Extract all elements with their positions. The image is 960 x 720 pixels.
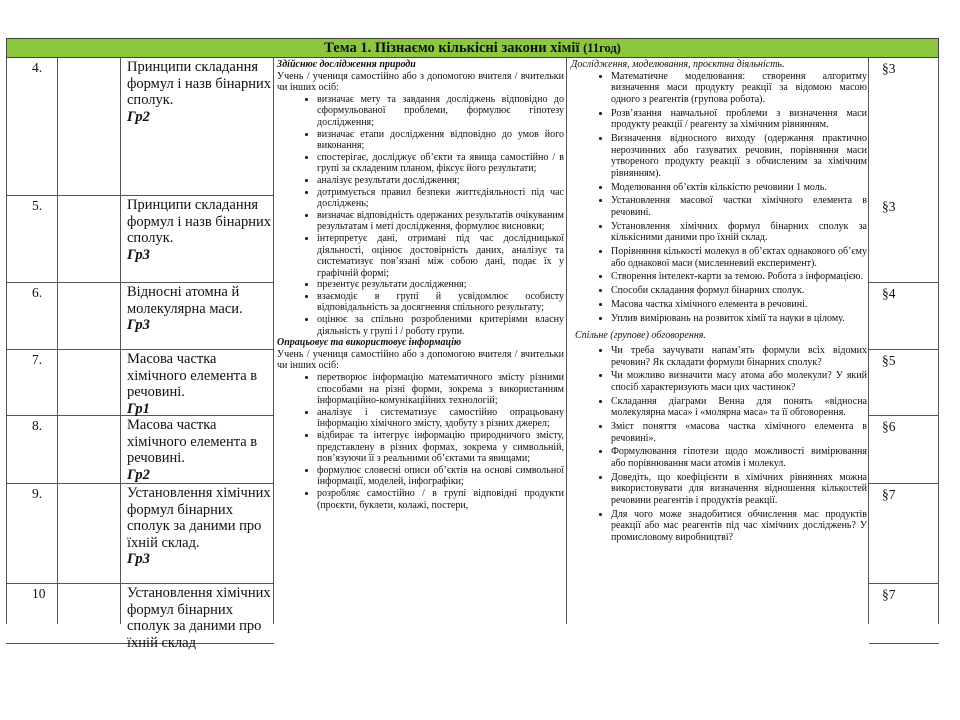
list-item: • визначає етапи дослідження відповідно до умов його виконання; bbox=[317, 129, 564, 152]
research-heading: Здійснює дослідження природи bbox=[277, 59, 416, 70]
activities-cell bbox=[571, 59, 867, 546]
list-item: • Створення інтелект-карти за темою. Робота з інформацією. bbox=[611, 271, 867, 283]
lesson-group: Гр1 bbox=[127, 400, 150, 417]
list-item: • дотримується правил безпеки життєдіяльності під час досліджень; bbox=[317, 187, 564, 210]
lesson-number: 7. bbox=[32, 352, 43, 367]
list-item: • визначає мету та завдання досліджень відповідно до сформульованої проблеми, формулює гіпотезу дослідження; bbox=[317, 94, 564, 129]
paragraph-ref: §6 bbox=[882, 419, 896, 434]
list-item: • Формулювання гіпотези щодо можливості вимірювання або порівнювання маси атомів і молекул. bbox=[611, 446, 867, 469]
topic-banner bbox=[6, 38, 939, 58]
expected-results-cell bbox=[277, 59, 564, 511]
list-item: • оцінює за спільно розробленими критеріями власну діяльність у групі і / роботу групи. bbox=[317, 314, 564, 337]
list-item: • перетворює інформацію математичного змісту різними способами на різні форми, зокрема з використанням інформаційно-комунікаційних технологій; bbox=[317, 372, 564, 407]
lesson-number: 6. bbox=[32, 285, 43, 300]
topic-hours: (11год) bbox=[583, 41, 621, 55]
lesson-row bbox=[6, 196, 274, 283]
list-item: • Масова частка хімічного елемента в речовині. bbox=[611, 299, 867, 311]
paragraph-cell bbox=[869, 484, 939, 584]
list-item: • аналізує результати дослідження; bbox=[317, 175, 564, 187]
lesson-number: 10 bbox=[32, 586, 46, 601]
lesson-topic-text: Масова частка хімічного елемента в речовині. bbox=[127, 351, 258, 400]
lesson-group: Гр2 bbox=[127, 108, 150, 125]
lesson-group: Гр3 bbox=[127, 551, 150, 567]
list-item: • Розв’язання навчальної проблеми з визначення маси продукту реакції / реагенту за хімічним рівнянням. bbox=[611, 108, 867, 131]
list-item: • формулює словесні описи об’єктів на основі символьної інформації, моделей, інфографіки; bbox=[317, 465, 564, 488]
lesson-topic-text: Принципи складання формул і назв бінарних сполук. bbox=[127, 59, 271, 108]
list-item: • Способи складання формул бінарних сполук. bbox=[611, 285, 867, 297]
list-item: • визначає відповідність одержаних результатів очікуваним результатам і меті дослідження, формулює висновки; bbox=[317, 210, 564, 233]
lesson-topic bbox=[127, 351, 272, 417]
research-intro: Учень / учениця самостійно або з допомогою вчителя / вчительки чи інших осіб: bbox=[277, 70, 564, 94]
discussion-list bbox=[571, 345, 867, 544]
list-item: • Складання діаграми Венна для понять «відносна молекулярна маса» і «молярна маса» та її обговорення. bbox=[611, 396, 867, 419]
lesson-topic-text: Установлення хімічних формул бінарних сполук за даними про їхній склад bbox=[127, 585, 271, 651]
lesson-number: 4. bbox=[32, 60, 43, 75]
list-item: • Порівняння кількості молекул в об’єктах однакового об’єму або однакової маси (мисленневий експеримент). bbox=[611, 246, 867, 269]
discussion-heading: Спільне (групове) обговорення. bbox=[575, 330, 706, 342]
lesson-topic bbox=[127, 485, 272, 568]
paragraph-ref: §7 bbox=[882, 487, 896, 502]
lesson-number: 8. bbox=[32, 418, 43, 433]
lesson-group: Гр2 bbox=[127, 466, 150, 483]
lesson-row bbox=[6, 484, 274, 584]
paragraph-cell bbox=[869, 350, 939, 416]
methods-list bbox=[571, 71, 867, 325]
list-item: • Чи можливо визначити масу атома або молекули? У який спосіб характеризують маси цих частинок? bbox=[611, 370, 867, 393]
lesson-topic bbox=[127, 59, 272, 125]
paragraph-ref: §3 bbox=[882, 199, 896, 214]
paragraph-ref: §4 bbox=[882, 286, 896, 301]
list-item: • Моделювання об’єктів кількістю речовини 1 моль. bbox=[611, 182, 867, 194]
list-item: • розробляє самостійно / в групі відповідні продукти (проєкти, буклети, колажі, постери, bbox=[317, 488, 564, 511]
paragraph-ref: §5 bbox=[882, 353, 896, 368]
paragraph-ref: §7 bbox=[882, 587, 896, 602]
methods-heading: Дослідження, моделювання, проєктна діяльність. bbox=[571, 59, 785, 70]
lesson-topic-text: Масова частка хімічного елемента в речовині. bbox=[127, 417, 258, 466]
lesson-group: Гр3 bbox=[127, 246, 150, 263]
lesson-topic bbox=[127, 417, 272, 483]
list-item: • Зміст поняття «масова частка хімічного елемента в речовині». bbox=[611, 421, 867, 444]
list-item: • Для чого може знадобитися обчислення мас продуктів реакції або мас реагентів під час хімічних досліджень? У промисловому виробництві? bbox=[611, 509, 867, 544]
lesson-topic bbox=[127, 585, 272, 651]
list-item: • Визначення відносного виходу (одержання практично нерозчинних або газуватих речовин, порівняння маси утвореного продукту реакції з обчисленим за хімічним рівнянням). bbox=[611, 133, 867, 179]
list-item: • Чи треба заучувати напам’ять формули всіх відомих речовин? Як складати формули бінарних сполук? bbox=[611, 345, 867, 368]
lesson-row bbox=[6, 283, 274, 350]
paragraph-ref: §3 bbox=[882, 61, 896, 76]
lesson-row bbox=[6, 416, 274, 484]
lesson-group: Гр3 bbox=[127, 317, 150, 333]
topic-title: Тема 1. Пізнаємо кількісні закони хімії bbox=[324, 40, 580, 56]
paragraph-cell bbox=[869, 58, 939, 144]
lesson-topic-text: Установлення хімічних формул бінарних сполук за даними про їхній склад. bbox=[127, 485, 271, 551]
lesson-number: 9. bbox=[32, 486, 43, 501]
list-item: • Математичне моделювання: створення алгоритму визначення маси продукту реакції за відомою масою одного з реагентів (групова робота). bbox=[611, 71, 867, 106]
list-item: • Уплив вимірювань на розвиток хімії та науки в цілому. bbox=[611, 313, 867, 325]
list-item: • Установлення масової частки хімічного елемента в речовині. bbox=[611, 195, 867, 218]
list-item: • інтерпретує дані, отримані під час дослідницької діяльності, оцінює достовірність даних, аналізує та систематизує пов’язані між собою дані, подає їх у графічній формі; bbox=[317, 233, 564, 279]
paragraph-cell bbox=[869, 283, 939, 350]
lesson-number: 5. bbox=[32, 198, 43, 213]
list-item: • спостерігає, досліджує об’єкти та явища самостійно / в групі за складеним планом, фіксує його результати; bbox=[317, 152, 564, 175]
list-item: • Доведіть, що коефіцієнти в хімічних рівняннях можна використовувати для визначення відношення кількостей речовини реагентів і продуктів реакції. bbox=[611, 472, 867, 507]
info-list bbox=[277, 372, 564, 511]
lesson-row bbox=[6, 350, 274, 416]
lesson-row bbox=[6, 58, 274, 196]
lesson-row bbox=[6, 584, 274, 651]
paragraph-cell bbox=[869, 196, 939, 283]
curriculum-table bbox=[6, 38, 939, 651]
lesson-topic-text: Принципи складання формул і назв бінарних сполук. bbox=[127, 197, 271, 246]
lesson-topic-text: Відносні атомна й молекулярна маси. bbox=[127, 284, 243, 317]
paragraph-cell bbox=[869, 416, 939, 484]
list-item: • Установлення хімічних формул бінарних сполук за кількісними даними про їхній склад. bbox=[611, 221, 867, 244]
list-item: • відбирає та інтегрує інформацію природничого змісту, представлену в різних формах, зокрема у символьній, пов’язуючи її з реальними об’єктами та явищами; bbox=[317, 430, 564, 465]
list-item: • аналізує і систематизує самостійно опрацьовану інформацію хімічного змісту, здобуту з різних джерел; bbox=[317, 407, 564, 430]
lesson-topic bbox=[127, 197, 272, 263]
list-item: • презентує результати дослідження; bbox=[317, 279, 564, 291]
paragraph-cell bbox=[869, 584, 939, 644]
info-intro: Учень / учениця самостійно або з допомогою вчителя / вчительки чи інших осіб: bbox=[277, 348, 564, 372]
research-list bbox=[277, 94, 564, 337]
lesson-topic bbox=[127, 284, 272, 334]
list-item: • взаємодіє в групі й усвідомлює особисту відповідальність за досягнення спільного результату; bbox=[317, 291, 564, 314]
info-heading: Опрацьовує та використовує інформацію bbox=[277, 337, 462, 349]
